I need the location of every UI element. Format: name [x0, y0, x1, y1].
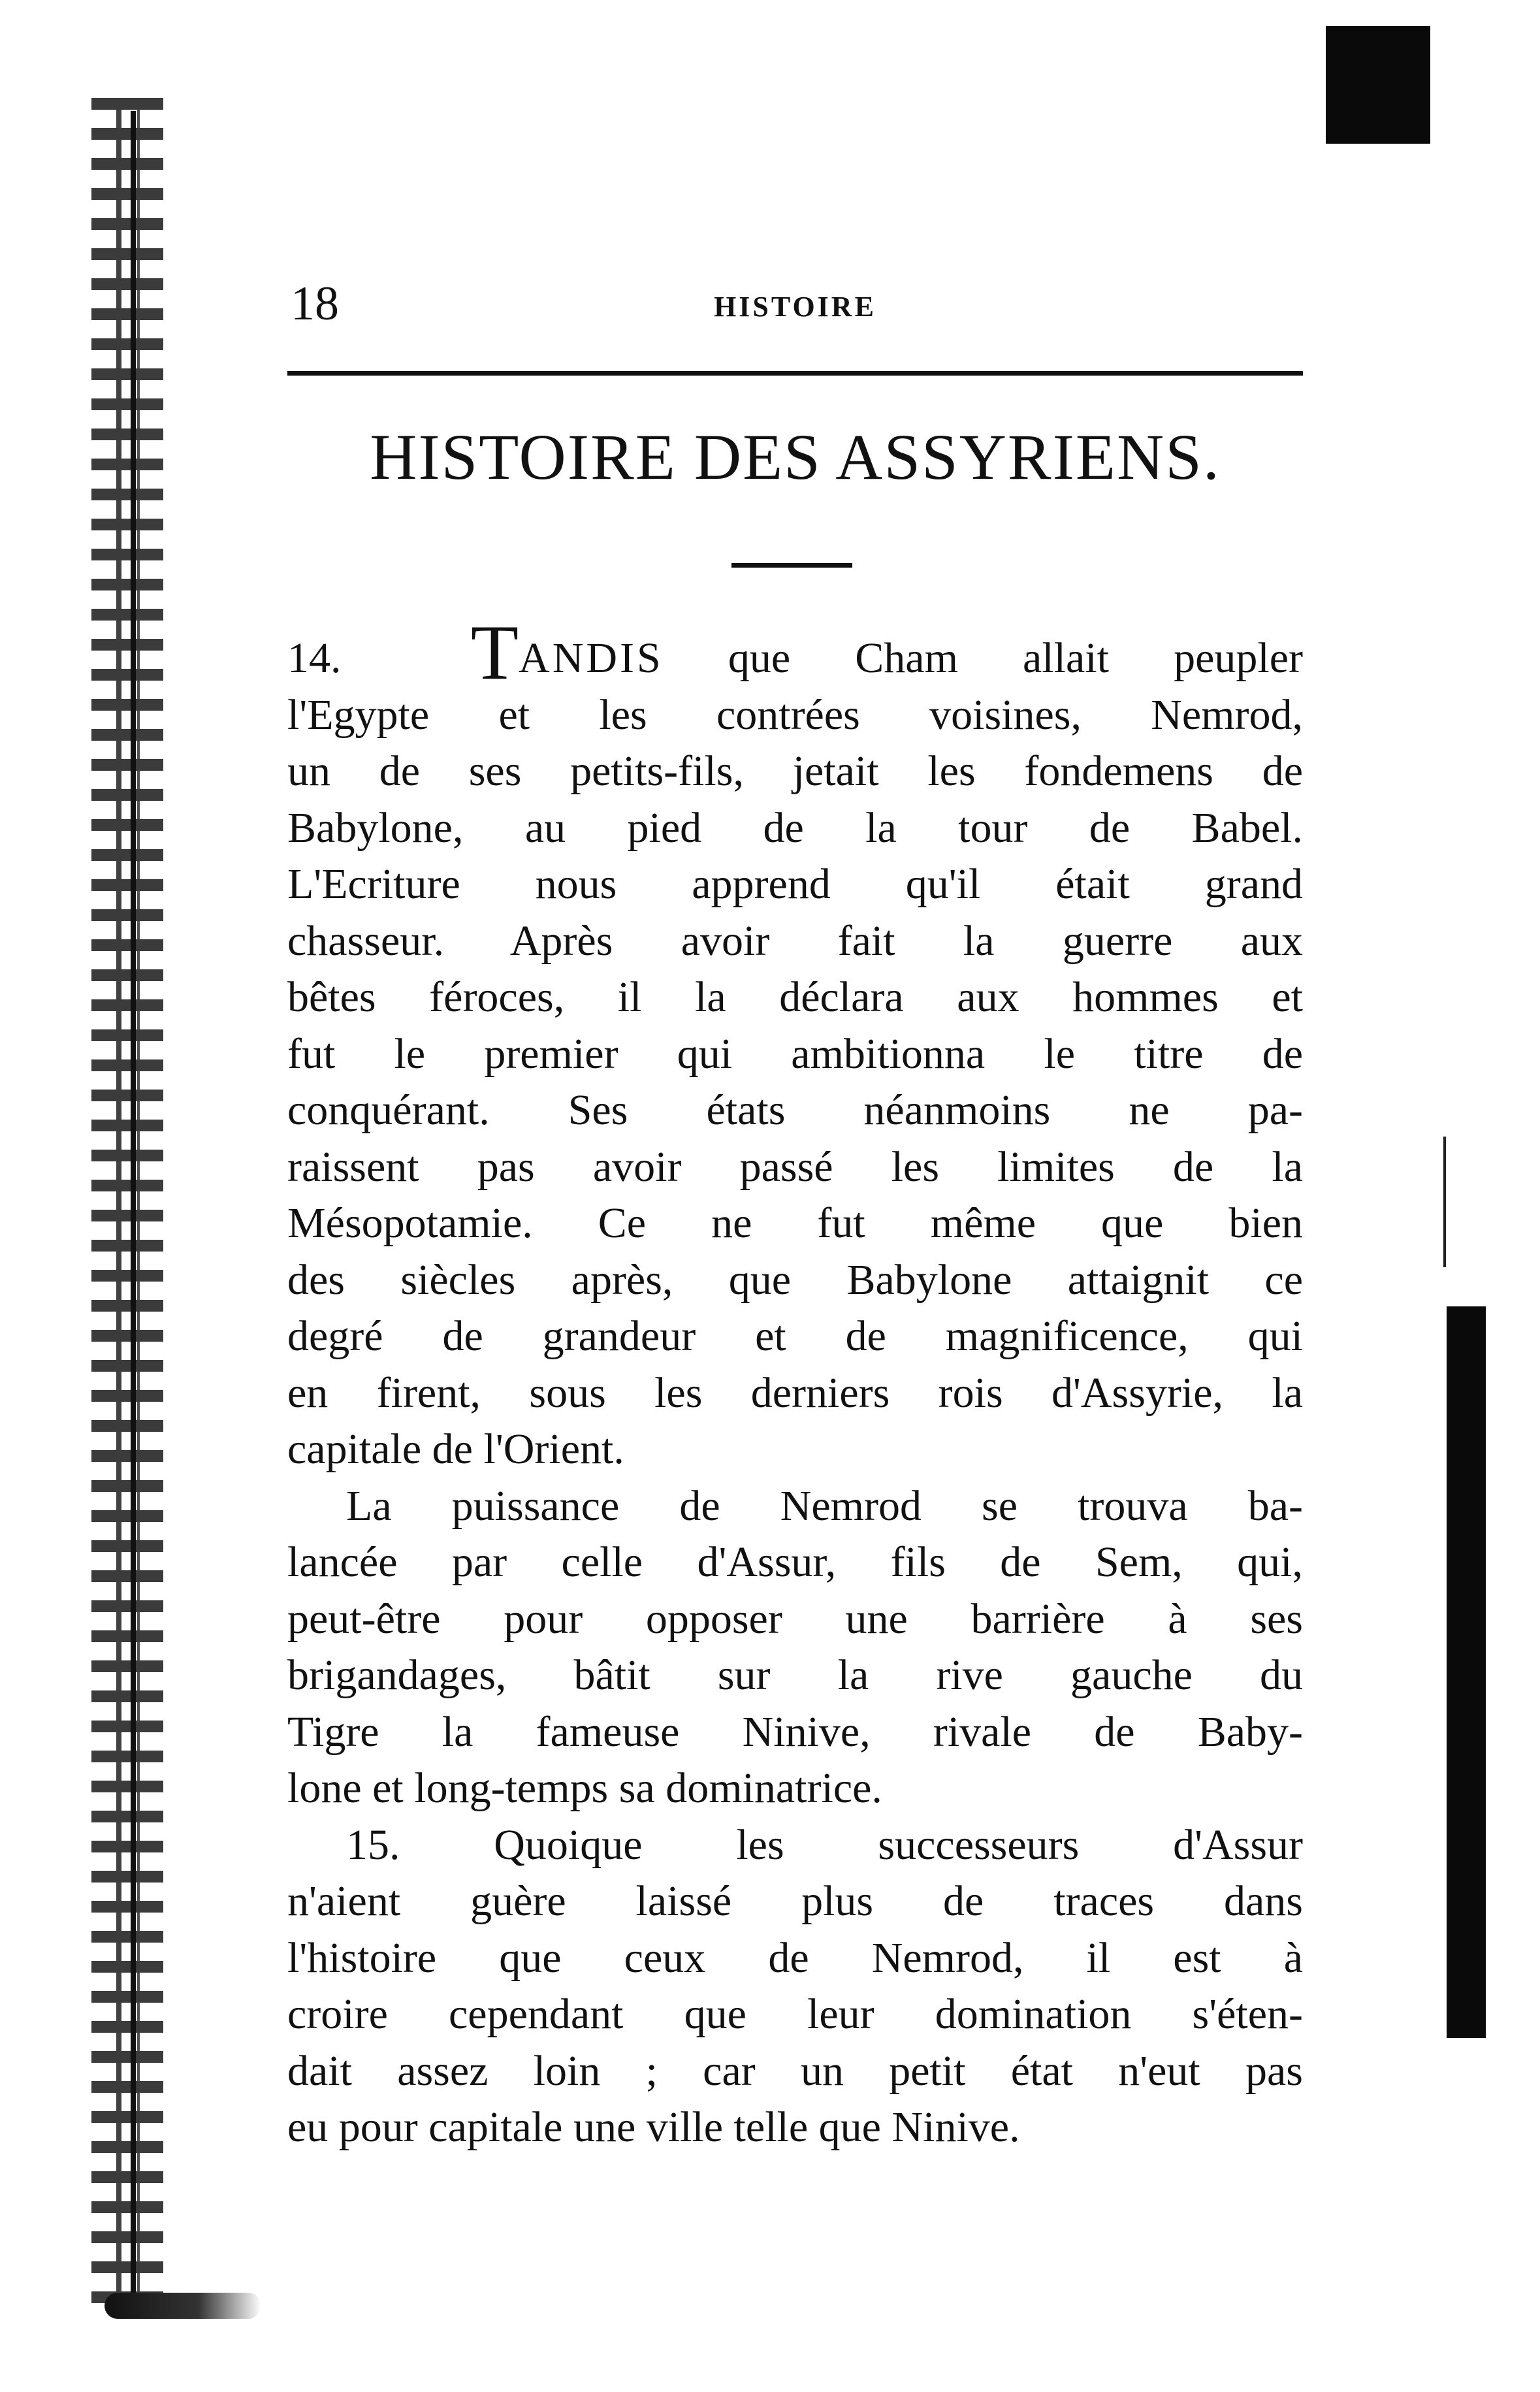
paragraph-1: [287, 609, 1303, 1478]
text-line: n'aient guère laissé plus de traces dans: [287, 1877, 1303, 1925]
text-line: Tigre la fameuse Ninive, rivale de Baby-: [287, 1707, 1303, 1756]
header-rule: [287, 371, 1303, 376]
text-line: dait assez loin ; car un petit état n'eut pas: [287, 2046, 1303, 2095]
text-line: 15. Quoique les successeurs d'Assur: [346, 1820, 1303, 1869]
body-text: [287, 609, 1303, 2156]
paragraph-3: [287, 1817, 1303, 2156]
text-line: raissent pas avoir passé les limites de la: [287, 1142, 1303, 1191]
running-head: HISTOIRE: [714, 291, 876, 323]
text-line: [287, 609, 1303, 696]
text-line: capitale de l'Orient.: [287, 1425, 624, 1473]
text-line: lancée par celle d'Assur, fils de Sem, qui,: [287, 1538, 1303, 1586]
text-line: l'Egypte et les contrées voisines, Nemrod,: [287, 690, 1303, 739]
text-line: un de ses petits-fils, jetait les fondemens de: [287, 747, 1303, 795]
text-line: Mésopotamie. Ce ne fut même que bien: [287, 1199, 1303, 1247]
binding-line: [131, 111, 136, 2299]
scan-corner-mark: [1326, 26, 1430, 144]
text-line: chasseur. Après avoir fait la guerre aux: [287, 916, 1303, 965]
text-line: en firent, sous les derniers rois d'Assyrie, la: [287, 1368, 1303, 1417]
title-divider: [731, 563, 852, 568]
paragraph-number: 14.: [287, 634, 342, 682]
paragraph-2: [287, 1478, 1303, 1817]
text-line: brigandages, bâtit sur la rive gauche du: [287, 1651, 1303, 1699]
text-line: des siècles après, que Babylone attaignit ce: [287, 1255, 1303, 1304]
binding-edge: [91, 98, 163, 2306]
scan-edge-bar: [1447, 1306, 1486, 2038]
scan-edge-line: [1443, 1137, 1446, 1267]
text-line: degré de grandeur et de magnificence, qui: [287, 1312, 1303, 1360]
line-text: que Cham allait peupler: [663, 634, 1303, 682]
text-line: conquérant. Ses états néanmoins ne pa-: [287, 1086, 1303, 1134]
text-line: l'histoire que ceux de Nemrod, il est à: [287, 1933, 1303, 1982]
text-line: peut-être pour opposer une barrière à ses: [287, 1594, 1303, 1643]
scan-smudge: [104, 2293, 261, 2319]
text-line: fut le premier qui ambitionna le titre de: [287, 1029, 1303, 1078]
text-line: croire cependant que leur domination s'éten-: [287, 1990, 1303, 2038]
text-line: lone et long-temps sa dominatrice.: [287, 1764, 882, 1812]
drop-cap: T: [470, 609, 519, 696]
text-line: eu pour capitale une ville telle que Ninive.: [287, 2103, 1020, 2151]
text-line: Babylone, au pied de la tour de Babel.: [287, 803, 1303, 852]
text-line: L'Ecriture nous apprend qu'il était grand: [287, 860, 1303, 908]
page-number: 18: [291, 277, 339, 331]
page-header: [291, 274, 1300, 333]
small-caps-word: ANDIS: [519, 634, 664, 682]
text-line: bêtes féroces, il la déclara aux hommes et: [287, 973, 1303, 1021]
text-line: La puissance de Nemrod se trouva ba-: [346, 1481, 1303, 1530]
chapter-title: HISTOIRE DES ASSYRIENS.: [370, 421, 1221, 493]
